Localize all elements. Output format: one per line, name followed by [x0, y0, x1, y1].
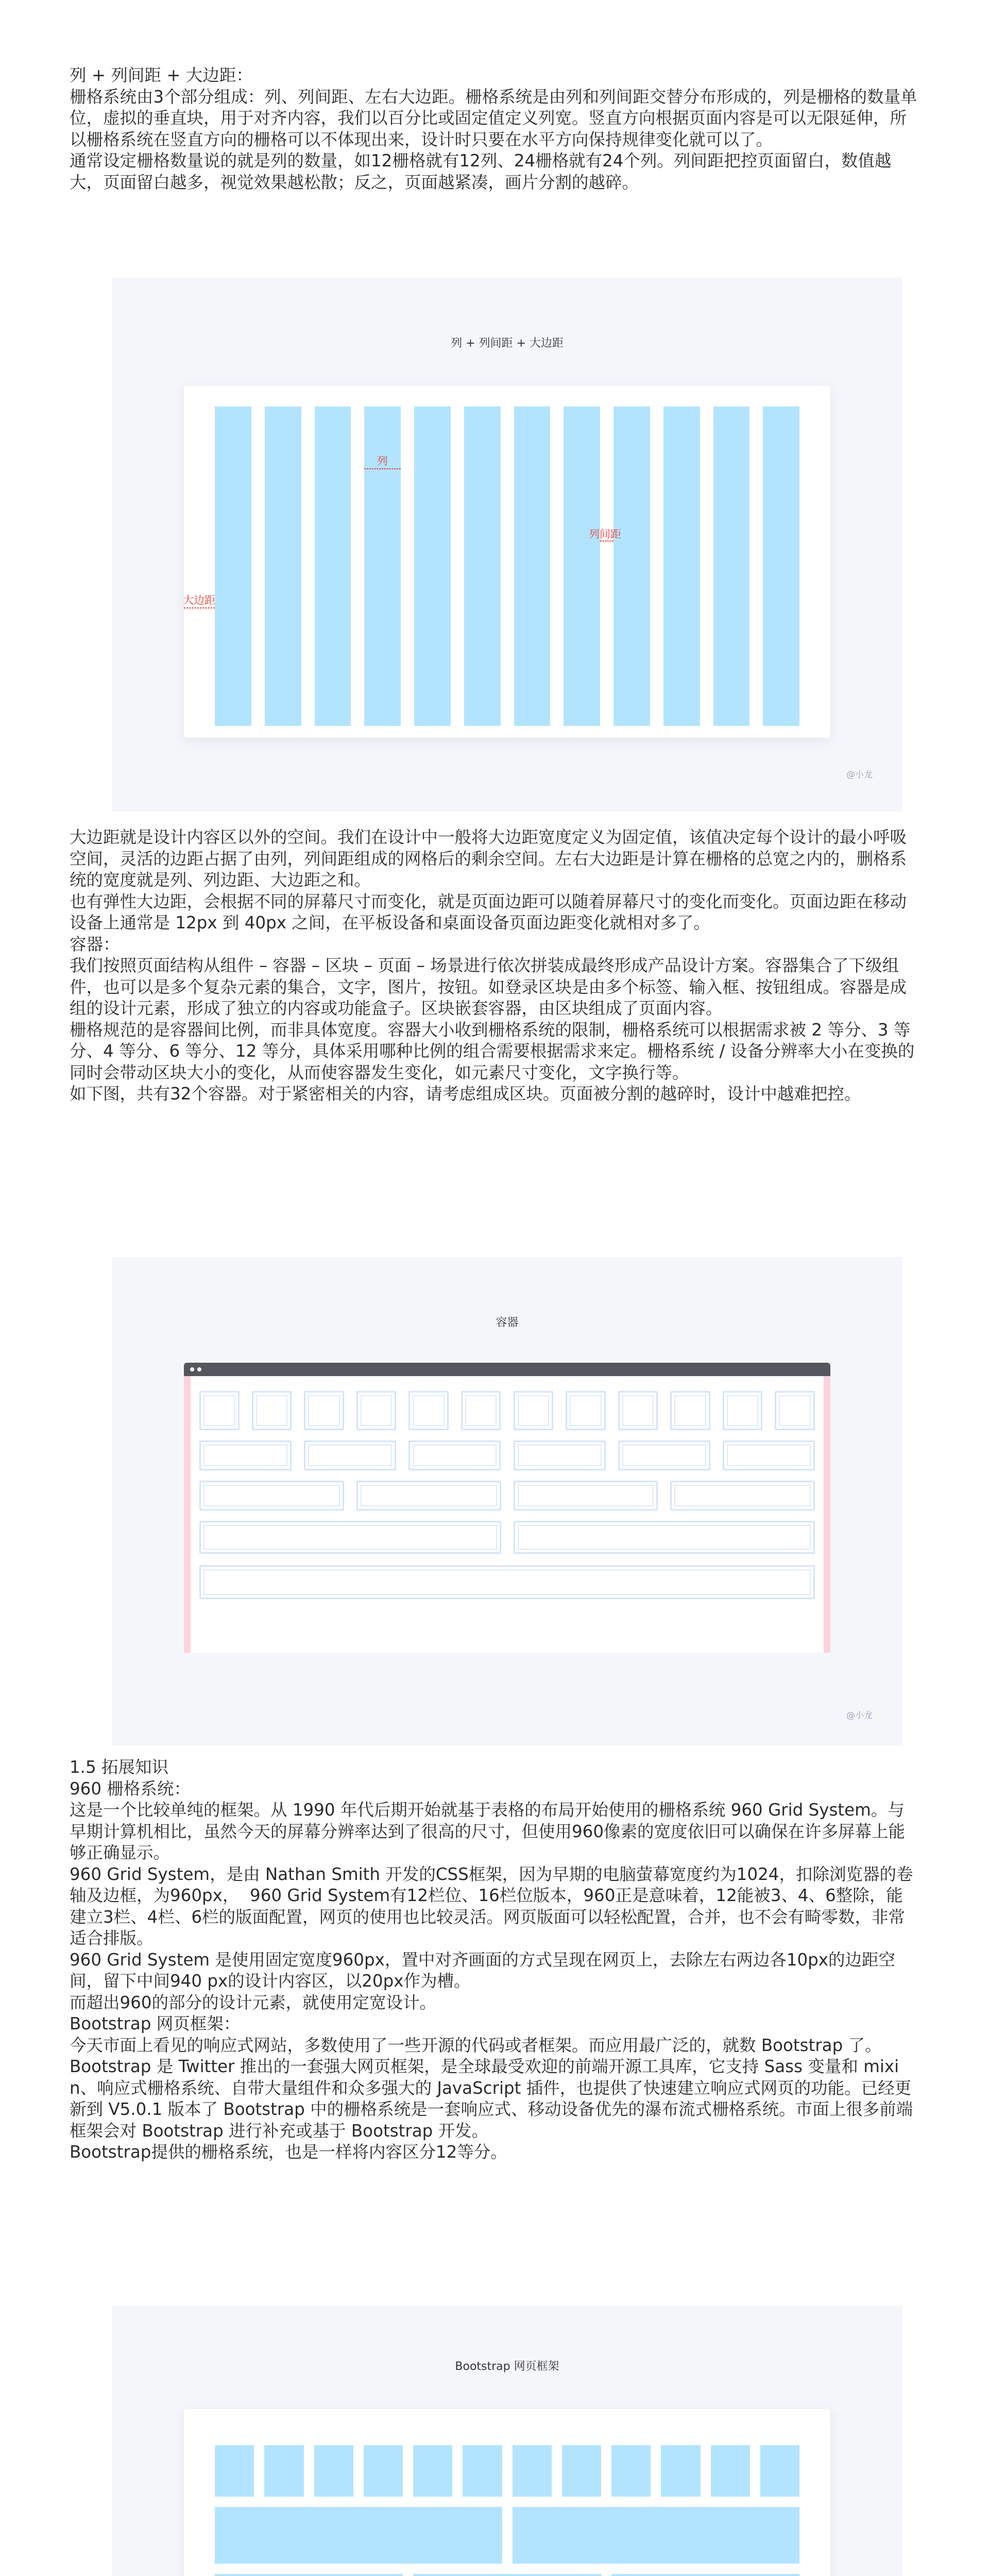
container-box [775, 1391, 815, 1430]
container-figure [112, 1257, 902, 1745]
paragraph: 今天市面上看见的响应式网站，多数使用了一些开源的代码或者框架。而应用最广泛的，就数 Bootstrap 了。 [70, 2035, 882, 2055]
margin-label: 大边距 [183, 594, 215, 606]
grid-column [713, 406, 750, 726]
grid-anatomy-figure [112, 278, 902, 811]
watermark: @小龙 [846, 1710, 873, 1721]
container-box [461, 1391, 501, 1430]
window-dot-icon [197, 1367, 201, 1371]
browser-title-bar [184, 1363, 830, 1376]
section-extended-text [70, 1778, 919, 2163]
bootstrap-block [661, 2445, 700, 2497]
paragraph: 栅格系统由3个部分组成：列、列间距、左右大边距。栅格系统是由列和列间距交替分布形成的，列是栅格的数量单位，虚拟的垂直块，用于对齐内容，我们以百分比或固定值定义列宽。竖直方向根据页面内容是可以无限延伸，所以栅格系统在竖直方向的栅格可以不体现出来，设计时只要在水平方向保持规律变化就可以了。 [70, 87, 917, 149]
container-box [618, 1391, 658, 1430]
section-intro-text [70, 65, 919, 193]
bootstrap-block [364, 2445, 403, 2497]
container-box [199, 1440, 292, 1470]
container-box [356, 1481, 501, 1511]
container-box [723, 1440, 815, 1470]
section-margin-container-text [70, 827, 919, 1105]
figure-title: Bootstrap 网页框架 [455, 2360, 559, 2373]
paragraph: 如下图，共有32个容器。对于紧密相关的内容，请考虑组成区块。页面被分割的越碎时，设计中越难把控。 [70, 1084, 861, 1104]
page-margin-right [824, 1376, 830, 1653]
bootstrap-block [413, 2574, 601, 2576]
bootstrap-block [513, 2445, 552, 2497]
bootstrap-block [215, 2507, 502, 2564]
container-box [670, 1391, 710, 1430]
paragraph: 960 栅格系统： [70, 1778, 191, 1799]
grid-column [315, 406, 351, 726]
grid-column [514, 406, 551, 726]
bootstrap-block [562, 2445, 601, 2497]
container-box [199, 1481, 344, 1511]
paragraph: 960 Grid System 是使用固定宽度960px，置中对齐画面的方式呈现在网页上，去除左右两边各10px的边距空间，留下中间940 px的设计内容区，以20px作为槽。 [70, 1950, 896, 1991]
container-box [304, 1440, 396, 1470]
paragraph: 我们按照页面结构从组件 – 容器 – 区块 – 页面 – 场景进行依次拼装成最终形成产品设计方案。容器集合了下级组件，也可以是多个复杂元素的集合，文字，图片，按钮。如登录区块是由多个标签、输入框、按钮组成。容器是成组的设计元素，形成了独立的内容或功能盒子。区块嵌套容器，由区块组成了页面内容。 [70, 956, 907, 1018]
paragraph: 栅格规范的是容器间比例，而非具体宽度。容器大小收到栅格系统的限制，栅格系统可以根据需求被 2 等分、3 等分、4 等分、6 等分、12 等分，具体采用哪种比例的组合需要根据需求来定。栅格系统 / 设备分辨率大小在变换的同时会带动区块大小的变化，从而使容器发生变化，如元素尺寸变化，文字换行等。 [70, 1020, 915, 1082]
container-box [252, 1391, 292, 1430]
bootstrap-block [611, 2445, 651, 2497]
grid-column [564, 406, 600, 726]
column-label: 列 [377, 455, 388, 467]
paragraph: 也有弹性大边距，会根据不同的屏幕尺寸而变化，就是页面边距可以随着屏幕尺寸的变化而变化。页面边距在移动设备上通常是 12px 到 40px 之间，在平板设备和桌面设备页面边距变化就相对多了。 [70, 891, 907, 933]
grid-canvas-card [184, 386, 830, 738]
watermark: @小龙 [846, 770, 873, 780]
figure-title: 列 + 列间距 + 大边距 [451, 337, 564, 350]
bootstrap-block [413, 2445, 452, 2497]
grid-column [464, 406, 501, 726]
paragraph: 通常设定栅格数量说的就是列的数量，如12栅格就有12列、24栅格就有24个列。列间距把控页面留白，数值越大，页面留白越多，视觉效果越松散；反之，页面越紧凑，画片分割的越碎。 [70, 151, 892, 192]
gutter-label: 列间距 [589, 528, 621, 540]
grid-column [414, 406, 451, 726]
container-box [566, 1391, 606, 1430]
paragraph: Bootstrap 是 Twitter 推出的一套强大网页框架，是全球最受欢迎的前端开源工具库，它支持 Sass 变量和 mixin、响应式栅格系统、自带大量组件和众多强大的 JavaScript 插件，也提供了快速建立响应式网页的功能。已经更新到 V5.0.1 版本了 Bootstrap 中的栅格系统是一套响应式、移动设备优先的瀑布流式栅格系统。市面上很多前端框架会对 Bootstrap 进行补充或基于 Bootstrap 开发。 [70, 2057, 913, 2141]
container-box [356, 1391, 397, 1430]
container-box [304, 1391, 344, 1430]
container-box [514, 1481, 658, 1511]
bootstrap-block [611, 2574, 799, 2576]
container-box [199, 1521, 501, 1554]
bootstrap-block [463, 2445, 502, 2497]
grid-column [663, 406, 700, 726]
bootstrap-block [760, 2445, 799, 2497]
paragraph: 而超出960的部分的设计元素，就使用定宽设计。 [70, 1992, 437, 2012]
section-extended-knowledge [70, 1757, 919, 2163]
bootstrap-canvas-card [184, 2409, 830, 2576]
margin-marker [184, 607, 215, 608]
bootstrap-block [711, 2445, 750, 2497]
paragraph: 列 + 列间距 + 大边距： [70, 65, 253, 85]
paragraph: 容器： [70, 934, 120, 954]
bootstrap-block [215, 2445, 254, 2497]
window-dot-icon [190, 1367, 194, 1371]
grid-column [763, 406, 799, 726]
page-margin-left [184, 1376, 191, 1653]
gutter-marker [600, 540, 613, 541]
container-box [199, 1565, 815, 1599]
container-box [514, 1521, 815, 1554]
container-box [723, 1391, 763, 1430]
container-box [408, 1440, 501, 1470]
column-marker [364, 468, 401, 469]
container-box [514, 1391, 554, 1430]
container-box [514, 1440, 606, 1470]
paragraph: Bootstrap 网页框架： [70, 2014, 241, 2033]
bootstrap-block [215, 2574, 403, 2576]
container-box [408, 1391, 449, 1430]
grid-column [215, 406, 251, 726]
paragraph: 960 Grid System，是由 Nathan Smith 开发的CSS框架，因为早期的电脑萤幕宽度约为1024，扣除浏览器的卷轴及边框，为960px， 960 Grid System有12栏位、16栏位版本，960正是意味着，12能被3、4、6整除，能建立3栏、4栏、6栏的版面配置，网页的使用也比较灵活。网页版面可以轻松配置，合并，也不会有畸零数，非常适合排版。 [70, 1864, 913, 1948]
bootstrap-figure [112, 2306, 902, 2576]
paragraph: Bootstrap提供的栅格系统，也是一样将内容区分12等分。 [70, 2142, 507, 2162]
bootstrap-block [264, 2445, 303, 2497]
paragraph: 这是一个比较单纯的框架。从 1990 年代后期开始就基于表格的布局开始使用的栅格系统 960 Grid System。与早期计算机相比，虽然今天的屏幕分辨率达到了很高的尺寸，但使用960像素的宽度依旧可以确保在许多屏幕上能够正确显示。 [70, 1800, 906, 1862]
container-box [670, 1481, 815, 1511]
container-box [199, 1391, 240, 1430]
grid-column [613, 406, 650, 726]
browser-mockup [184, 1363, 830, 1653]
figure-title: 容器 [496, 1316, 519, 1329]
container-box [618, 1440, 710, 1470]
grid-column [265, 406, 301, 726]
section-heading: 1.5 拓展知识 [70, 1757, 169, 1777]
bootstrap-block [314, 2445, 353, 2497]
bootstrap-block [513, 2507, 800, 2564]
paragraph: 大边距就是设计内容区以外的空间。我们在设计中一般将大边距宽度定义为固定值，该值决定每个设计的最小呼吸空间，灵活的边距占据了由列，列间距组成的网格后的剩余空间。左右大边距是计算在栅格的总宽之内的，删格系统的宽度就是列、列边距、大边距之和。 [70, 827, 907, 890]
